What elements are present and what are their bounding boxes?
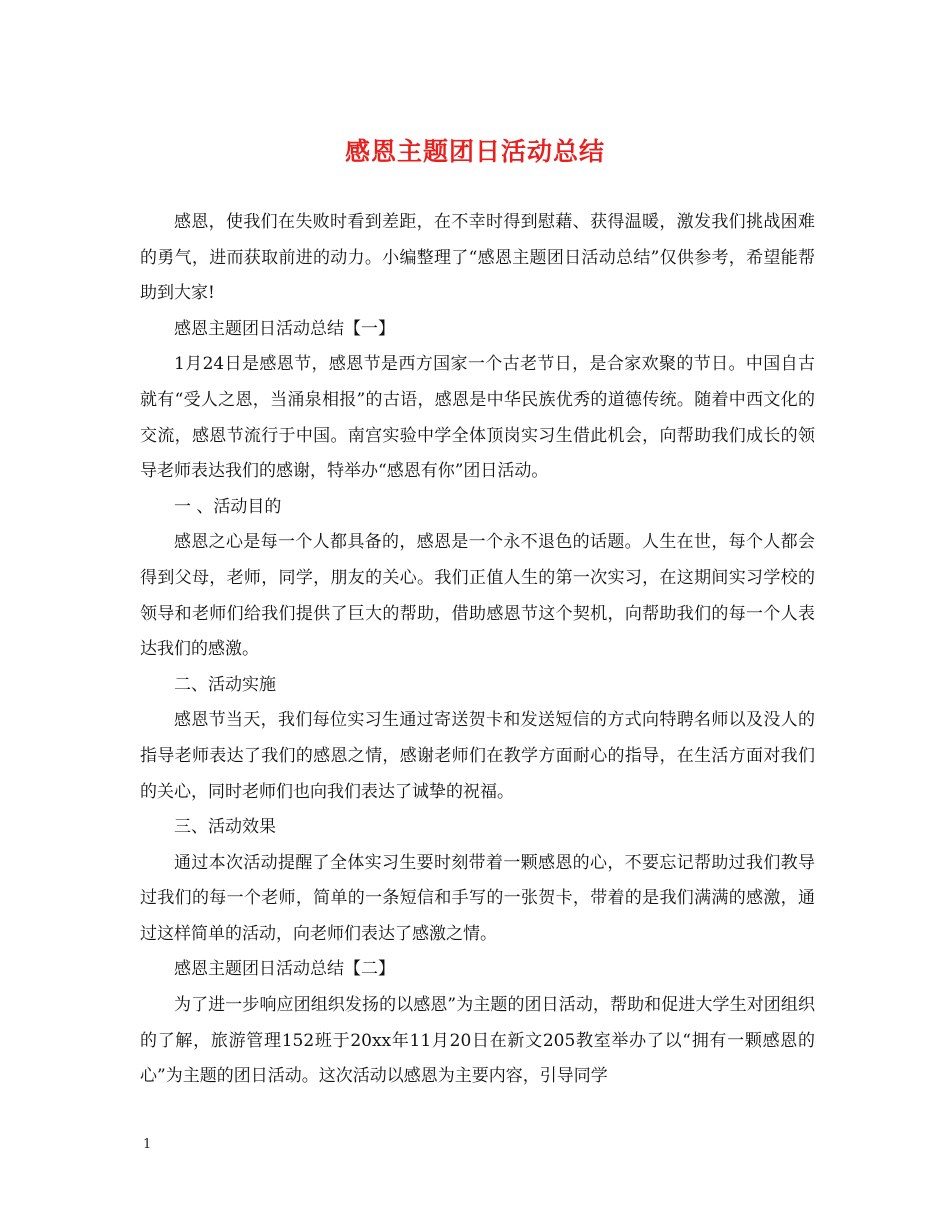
body-paragraph: 为了进一步响应团组织发扬的以感恩”为主题的团日活动，帮助和促进大学生对团组织的了解，旅游管理152班于20xx年11月20日在新文205教室举办了以“拥有一颗感恩的心”为主题的团日活动。这次活动以感恩为主要内容，引导同学	[140, 995, 815, 1087]
document-body	[140, 205, 815, 1095]
body-paragraph: 感恩节当天，我们每位实习生通过寄送贺卡和发送短信的方式向特聘名师以及没人的指导老师表达了我们的感恩之情，感谢老师们在教学方面耐心的指导，在生活方面对我们的关心，同时老师们也向我们表达了诚挚的祝福。	[140, 710, 815, 802]
subheading-activity-implementation: 二、活动实施	[174, 674, 276, 695]
page-number: 1	[143, 1137, 152, 1152]
section-heading-part-one: 感恩主题团日活动总结【一】	[174, 318, 395, 339]
subheading-activity-effect: 三、活动效果	[174, 817, 276, 838]
body-paragraph: 通过本次活动提醒了全体实习生要时刻带着一颗感恩的心，不要忘记帮助过我们教导过我们的每一个老师，简单的一条短信和手写的一张贺卡，带着的是我们满满的感激，通过这样简单的活动，向老师们表达了感激之情。	[140, 852, 815, 944]
body-paragraph: 感恩之心是每一个人都具备的，感恩是一个永不退色的话题。人生在世，每个人都会得到父母，老师，同学，朋友的关心。我们正值人生的第一次实习，在这期间实习学校的领导和老师们给我们提供了巨大的帮助，借助感恩节这个契机，向帮助我们的每一个人表达我们的感激。	[140, 532, 815, 660]
body-paragraph: 1月24日是感恩节，感恩节是西方国家一个古老节日，是合家欢聚的节日。中国自古就有“受人之恩，当涌泉相报”的古语，感恩是中华民族优秀的道德传统。随着中西文化的交流，感恩节流行于中国。南宫实验中学全体顶岗实习生借此机会，向帮助我们成长的领导老师表达我们的感谢，特举办“感恩有你”团日活动。	[140, 354, 815, 482]
document-title: 感恩主题团日活动总结	[344, 137, 605, 166]
section-heading-part-two: 感恩主题团日活动总结【二】	[174, 959, 395, 980]
subheading-activity-purpose: 一 、活动目的	[174, 496, 282, 517]
intro-paragraph: 感恩，使我们在失败时看到差距，在不幸时得到慰藉、获得温暖，激发我们挑战困难的勇气，进而获取前进的动力。小编整理了“感恩主题团日活动总结”仅供参考，希望能帮助到大家!	[140, 212, 815, 304]
